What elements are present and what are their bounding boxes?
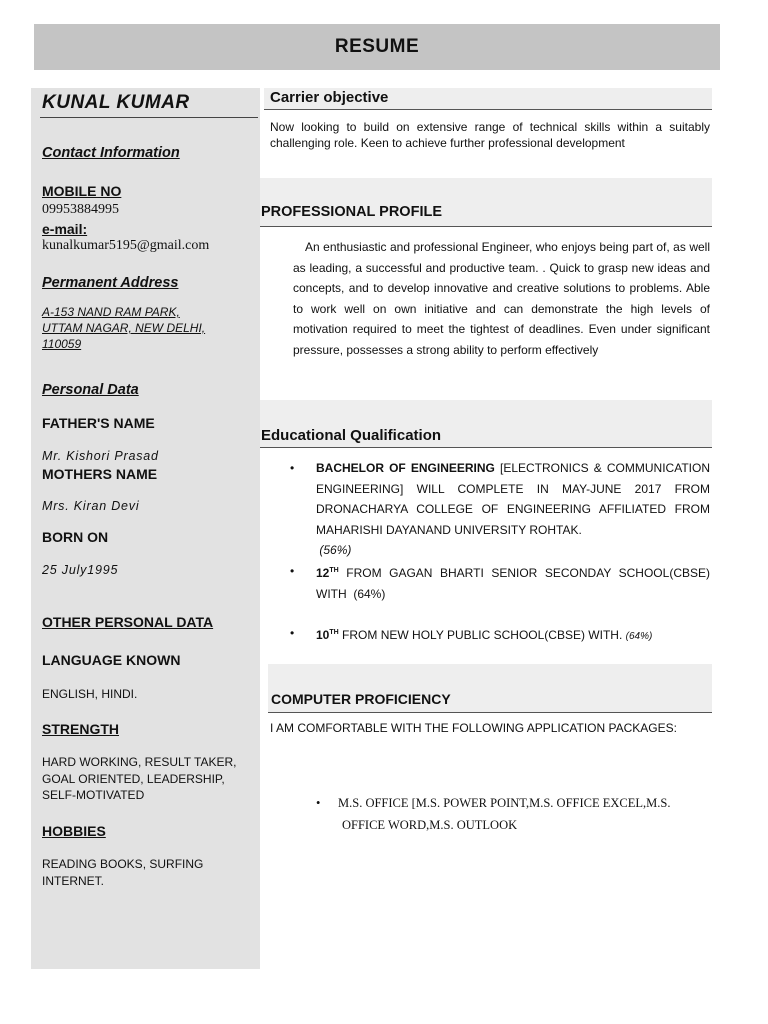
bullet: • [316,796,321,810]
other-personal-heading: OTHER PERSONAL DATA [42,614,214,630]
resume-header [34,24,720,70]
bullet: • [290,564,295,578]
email-value: kunalkumar5195@gmail.com [42,238,210,253]
education-details: FROM GAGAN BHARTI SENIOR SECONDAY SCHOOL(CBSE) WITH [316,566,710,601]
contact-heading: Contact Information [42,145,180,161]
address-block [42,304,205,352]
address-heading: Permanent Address [42,275,179,291]
profile-rule [260,226,712,227]
education-details: [ELECTRONICS & COMMUNICATION ENGINEERING] WILL COMPLETE IN MAY-JUNE 2017 FROM DRONACHARYA COLLEGE OF ENGINEERING AFFILIATED FROM MAHARISHI DAYANAND UNIVERSITY ROHTAK. [316,461,710,537]
education-item-text [316,561,710,604]
strength-line: HARD WORKING, RESULT TAKER, [42,755,237,769]
education-level-suffix: TH [329,629,339,636]
objective-heading: Carrier objective [270,89,389,106]
education-details: FROM NEW HOLY PUBLIC SCHOOL(CBSE) WITH. [342,628,623,642]
education-item [290,623,710,648]
education-item [290,458,710,561]
address-line: A-153 NAND RAM PARK, [42,305,180,319]
born-value: 25 July1995 [42,563,119,577]
bullet: • [290,461,295,475]
profile-text: An enthusiastic and professional Engineer, who enjoys being part of, as well as leading, a successful and productive team. . Quick to grasp new ideas and concepts, and to develop innovative and creative solutions to problems. Able to work well on own initiative and can demonstrate the high levels of motivation required to meet the tightest of deadlines. Even under significant pressure, possesses a strong ability to perform effectively [293,240,710,357]
strength-heading: STRENGTH [42,721,119,737]
mother-label: MOTHERS NAME [42,466,158,482]
education-degree: BACHELOR OF ENGINEERING [316,461,495,475]
hobbies-line: READING BOOKS, SURFING [42,857,204,871]
education-score: (64%) [353,586,386,601]
resume-title: RESUME [334,36,420,57]
name-divider [40,117,258,118]
language-value: ENGLISH, HINDI. [42,687,138,701]
strength-list [42,754,236,804]
education-item-text [316,623,710,648]
hobbies-line: INTERNET. [42,873,105,888]
education-heading: Educational Qualification [261,427,442,444]
computer-rule [268,712,712,713]
education-item [290,561,710,604]
hobbies-list [42,856,203,889]
education-score: (56%) [319,543,352,557]
education-level-suffix: TH [329,567,339,574]
address-line: 110059 [42,337,82,351]
computer-intro: I AM COMFORTABLE WITH THE FOLLOWING APPLICATION PACKAGES: [270,721,677,735]
strength-line: SELF-MOTIVATED [42,788,145,802]
mother-value: Mrs. Kiran Devi [42,499,140,513]
language-label: LANGUAGE KNOWN [42,652,181,668]
bullet: • [290,626,295,640]
objective-text: Now looking to build on extensive range of technical skills within a suitably challenging role. Keen to achieve further professional development [270,120,710,150]
education-rule [260,447,712,448]
software-line: M.S. OFFICE [M.S. POWER POINT,M.S. OFFICE EXCEL,M.S. [338,796,671,810]
mobile-label: MOBILE NO [42,183,122,199]
father-label: FATHER'S NAME [42,415,155,431]
mobile-value: 09953884995 [42,202,119,217]
born-label: BORN ON [42,529,109,545]
education-level: 10 [316,628,330,642]
education-level: 12 [316,566,330,580]
software-item [316,792,670,836]
profile-heading: PROFESSIONAL PROFILE [261,204,443,220]
education-item-text [316,458,710,561]
strength-line: GOAL ORIENTED, LEADERSHIP, [42,771,225,786]
father-value: Mr. Kishori Prasad [42,449,159,463]
objective-rule [264,109,712,110]
email-label: e-mail: [42,221,88,237]
address-line: UTTAM NAGAR, NEW DELHI, [42,321,206,335]
hobbies-heading: HOBBIES [42,823,106,839]
computer-heading: COMPUTER PROFICIENCY [271,691,451,707]
personal-heading: Personal Data [42,382,139,398]
education-score: (64%) [625,631,653,642]
candidate-name: KUNAL KUMAR [42,92,190,113]
software-line: OFFICE WORD,M.S. OUTLOOK [342,818,518,832]
